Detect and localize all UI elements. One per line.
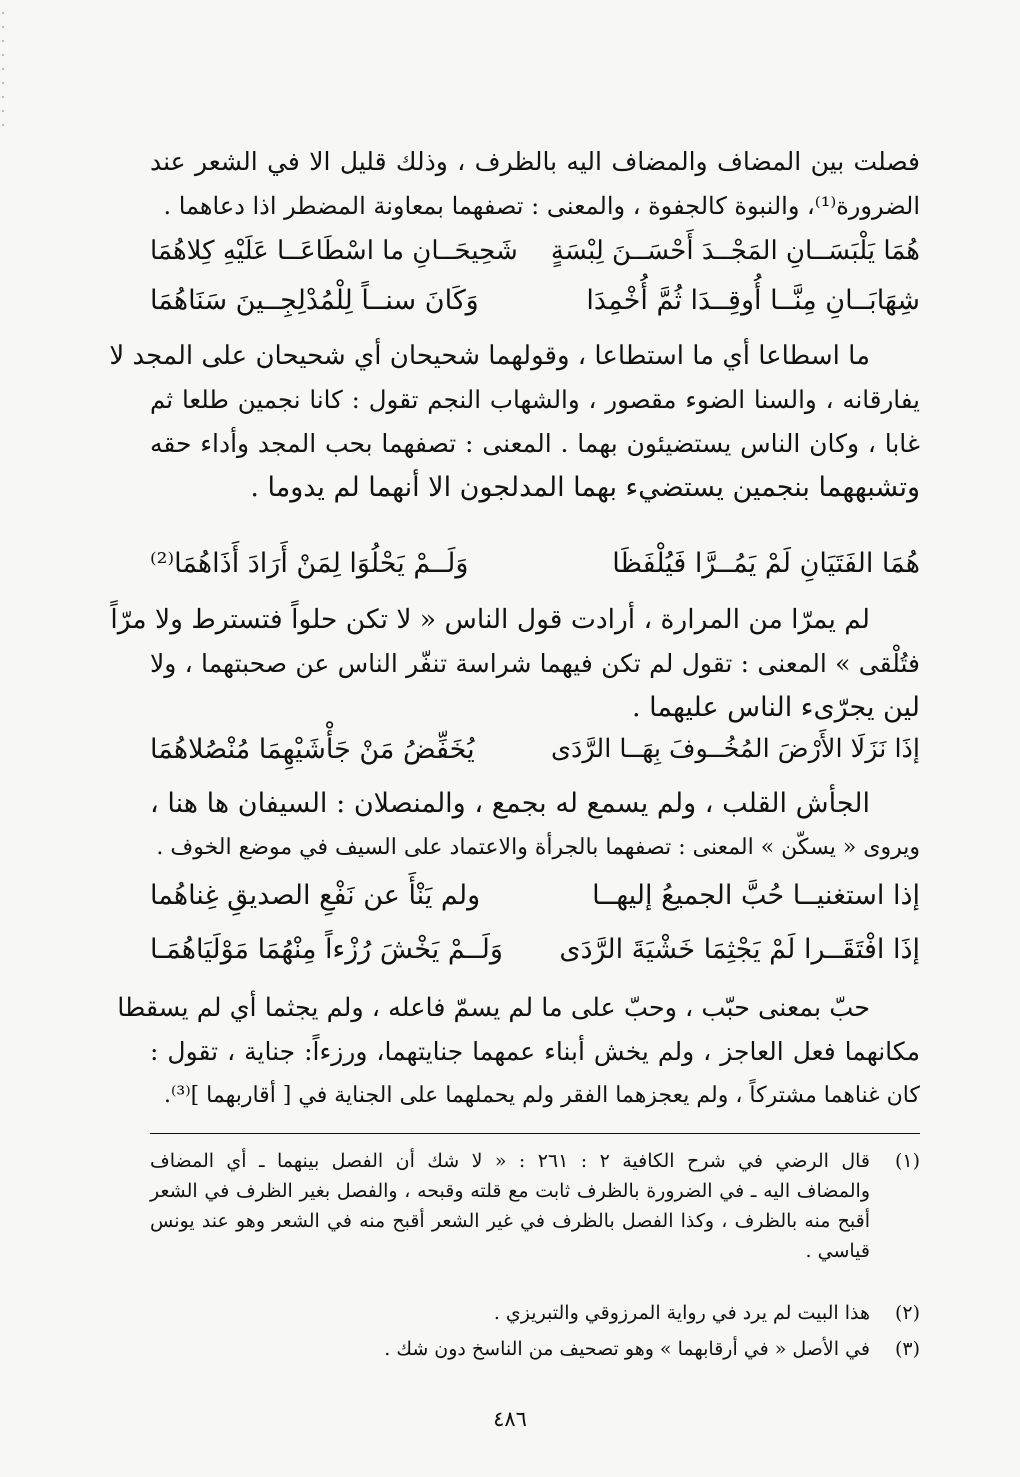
footnote-1 <box>150 1146 920 1266</box>
text-line: الجأش القلب ، ولم يسمع له بجمع ، والمنصلان : السيفان ها هنا ، <box>150 788 870 819</box>
verse-first-hemistich: هُمَا الفَتَيَانِ لَمْ يَمُــرَّا فَيُلْفَظَا <box>612 548 920 579</box>
verse-second-hemistich: ولم يَنْأَ عن نَفْعِ الصديقِ غِناهُما <box>150 880 481 911</box>
text-line: كان غناهما مشتركاً ، ولم يعجزهما الفقر ولم يحملهما على الجناية في [ أقاربهما ]⁽³⁾. <box>163 1083 920 1108</box>
verse-first-hemistich: شِهَابَــانِ مِنَّــا أُوقِــدَا ثُمَّ أُخْمِدَا <box>586 285 920 316</box>
text-line: حبّ بمعنى حبّب ، وحبّ على ما لم يسمّ فاعله ، ولم يجثما أي لم يسقطا <box>117 993 870 1023</box>
verse-1 <box>150 236 920 284</box>
footnote-line: قال الرضي في شرح الكافية ٢ : ٢٦١ : « لا شك أن الفصل بينهما ـ أي المضاف <box>150 1150 870 1172</box>
text-line: مكانهما فعل العاجز ، ولم يخش أبناء عمهما جنايتهما، ورزءاً: جناية ، تقول : <box>150 1037 920 1066</box>
page-number: ٤٨٦ <box>493 1407 527 1431</box>
footnote-3 <box>150 1334 920 1364</box>
paragraph-2 <box>109 334 920 510</box>
paragraph-4 <box>150 782 920 870</box>
footnote-line: قياسي . <box>805 1240 870 1262</box>
text-line: وتشبههما بنجمين يستضيء بهما المدلجون الا أنهما لم يدوما . <box>250 472 920 503</box>
paragraph-5 <box>117 986 920 1118</box>
footnote-line: هذا البيت لم يرد في رواية المرزوقي والتبريزي . <box>493 1302 870 1324</box>
verse-first-hemistich: إذَا نَزَلَا الأَرْضَ المُخُــوفَ بِهَــا الرَّدَى <box>551 734 920 764</box>
verse-second-hemistich: وَلَــمْ يَحْلُوَا لِمَنْ أَرَادَ أَذَاهُمَا⁽²⁾ <box>150 548 469 579</box>
scan-edge-marks <box>2 0 6 260</box>
verse-3 <box>150 548 920 596</box>
footnote-2 <box>150 1298 920 1328</box>
verse-first-hemistich: إذَا افْتَقَــرا لَمْ يَجْثِمَا خَشْيَةَ الرَّدَى <box>559 934 920 965</box>
paragraph-1 <box>150 140 920 228</box>
verse-second-hemistich: وَلَــمْ يَخْشَ رُزْءاً مِنْهُمَا مَوْلَيَاهُمَـا <box>150 934 503 965</box>
text-line: فصلت بين المضاف والمضاف اليه بالظرف ، وذلك قليل الا في الشعر عند <box>150 147 920 176</box>
verse-second-hemistich: يُخَفِّضُ مَنْ جَأْشَيْهِمَا مُنْصُلاهُمَا <box>150 734 475 765</box>
text-line: ويروى « يسكّن » المعنى : تصفهما بالجرأة والاعتماد على السيف في موضع الخوف . <box>156 835 920 860</box>
verse-4 <box>150 734 920 782</box>
text-line: غابا ، وكان الناس يستضيئون بهما . المعنى : تصفهما بحب المجد وأداء حقه <box>150 429 920 458</box>
text-line: ما اسطاعا أي ما استطاعا ، وقولهما شحيحان أي شحيحان على المجد لا <box>109 341 870 371</box>
footnote-line: والمضاف اليه ـ في الضرورة بالظرف ثابت مع قلته وقبحه ، والفصل بغير الظرف في الشعر <box>150 1180 870 1202</box>
footnote-number: (٢) <box>894 1302 920 1324</box>
paragraph-3 <box>110 598 920 730</box>
footnote-line: في الأصل « في أرقابهما » وهو تصحيف من الناسخ دون شك . <box>384 1338 870 1360</box>
text-line: يفارقانه ، والسنا الضوء مقصور ، والشهاب النجم تقول : كانا نجمين طلعا ثم <box>150 385 920 414</box>
footnote-line: أقبح منه بالظرف ، وكذا الفصل بالظرف في غير الشعر أقبح منه في الشعر وهو عند يونس <box>150 1210 870 1232</box>
verse-second-hemistich: شَحِيحَــانِ ما اسْطَاعَــا عَلَيْهِ كِلاهُمَا <box>150 236 518 266</box>
verse-6 <box>150 934 920 982</box>
verse-2 <box>150 285 920 333</box>
verse-first-hemistich: إذا استغنيــا حُبَّ الجميعُ إليهــا <box>592 880 920 911</box>
text-line: لين يجرّىء الناس عليهما . <box>631 692 920 723</box>
footnote-number: (٣) <box>894 1338 920 1360</box>
footnote-separator <box>150 1133 920 1134</box>
footnote-number: (١) <box>894 1150 920 1172</box>
text-line: الضرورة⁽¹⁾، والنبوة كالجفوة ، والمعنى : تصفهما بمعاونة المضطر اذا دعاهما . <box>163 192 920 220</box>
verse-second-hemistich: وَكَانَ سنــاً لِلْمُدْلِجِــينَ سَنَاهُمَا <box>150 285 479 316</box>
text-line: فتُلْقى » المعنى : تقول لم تكن فيهما شراسة تنفّر الناس عن صحبتهما ، ولا <box>150 649 920 678</box>
verse-5 <box>150 880 920 928</box>
verse-first-hemistich: هُمَا يَلْبَسَــانِ المَجْــدَ أَحْسَــنَ لِبْسَةٍ <box>550 236 920 266</box>
text-line: لم يمرّا من المرارة ، أرادت قول الناس « لا تكن حلواً فتسترط ولا مرّاً <box>110 604 870 635</box>
